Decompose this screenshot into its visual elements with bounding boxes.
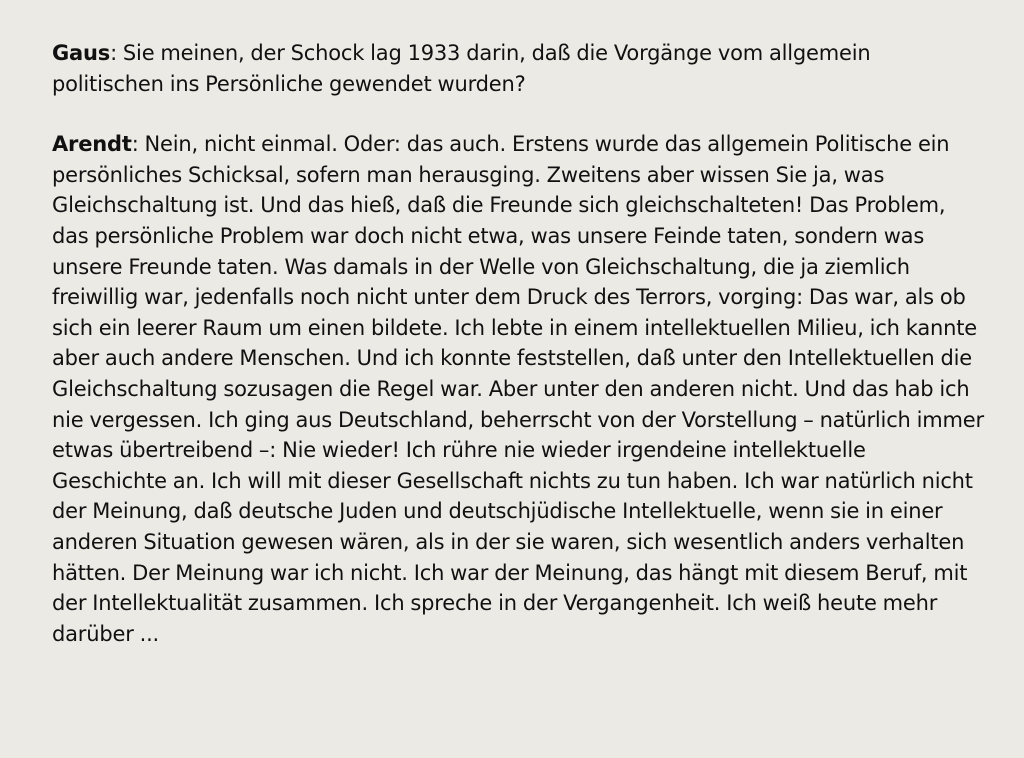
speaker-label-gaus: Gaus — [52, 41, 111, 65]
speaker-colon: : — [131, 132, 139, 157]
speaker-label-arendt: Arendt — [52, 132, 132, 157]
interview-paragraph-gaus — [52, 38, 984, 99]
paragraph-text: Nein, nicht einmal. Oder: das auch. Erstens wurde das allgemein Politische ein persönliches Schicksal, sofern man herausging. Zweitens aber wissen Sie ja, was Gleichschaltung ist. Und das hieß, daß die Freunde sich gleichschalteten! Das Problem, das persönliche Problem war doch nicht etwa, was unsere Feinde taten, sondern was unsere Freunde taten. Was damals in der Welle von Gleichschaltung, die ja ziemlich freiwillig war, jedenfalls noch nicht unter dem Druck des Terrors, vorging: Das war, als ob sich ein leerer Raum um einen bildete. Ich lebte in einem intellektuellen Milieu, ich kannte aber auch andere Menschen. Und ich konnte feststellen, daß unter den Intellektuellen die Gleichschaltung sozusagen die Regel war. Aber unter den anderen nicht. Und das hab ich nie vergessen. Ich ging aus Deutschland, beherrscht von der Vorstellung – natürlich immer etwas übertreibend –: Nie wieder! Ich rühre nie wieder irgendeine intellektuelle Geschichte an. Ich will mit dieser Gesellschaft nichts zu tun haben. Ich war natürlich nicht der Meinung, daß deutsche Juden und deutschjüdische Intellektuelle, wenn sie in einer anderen Situation gewesen wären, als in der sie waren, sich wesentlich anders verhalten hätten. Der Meinung war ich nicht. Ich war der Meinung, das hängt mit diesem Beruf, mit der Intellektualität zusammen. Ich spreche in der Vergangenheit. Ich weiß heute mehr darüber ... — [52, 132, 984, 646]
speaker-colon: : — [110, 41, 117, 65]
interview-paragraph-arendt — [52, 129, 984, 649]
paragraph-text: Sie meinen, der Schock lag 1933 darin, daß die Vorgänge vom allgemein politischen ins Persönliche gewendet wurden? — [52, 41, 871, 96]
